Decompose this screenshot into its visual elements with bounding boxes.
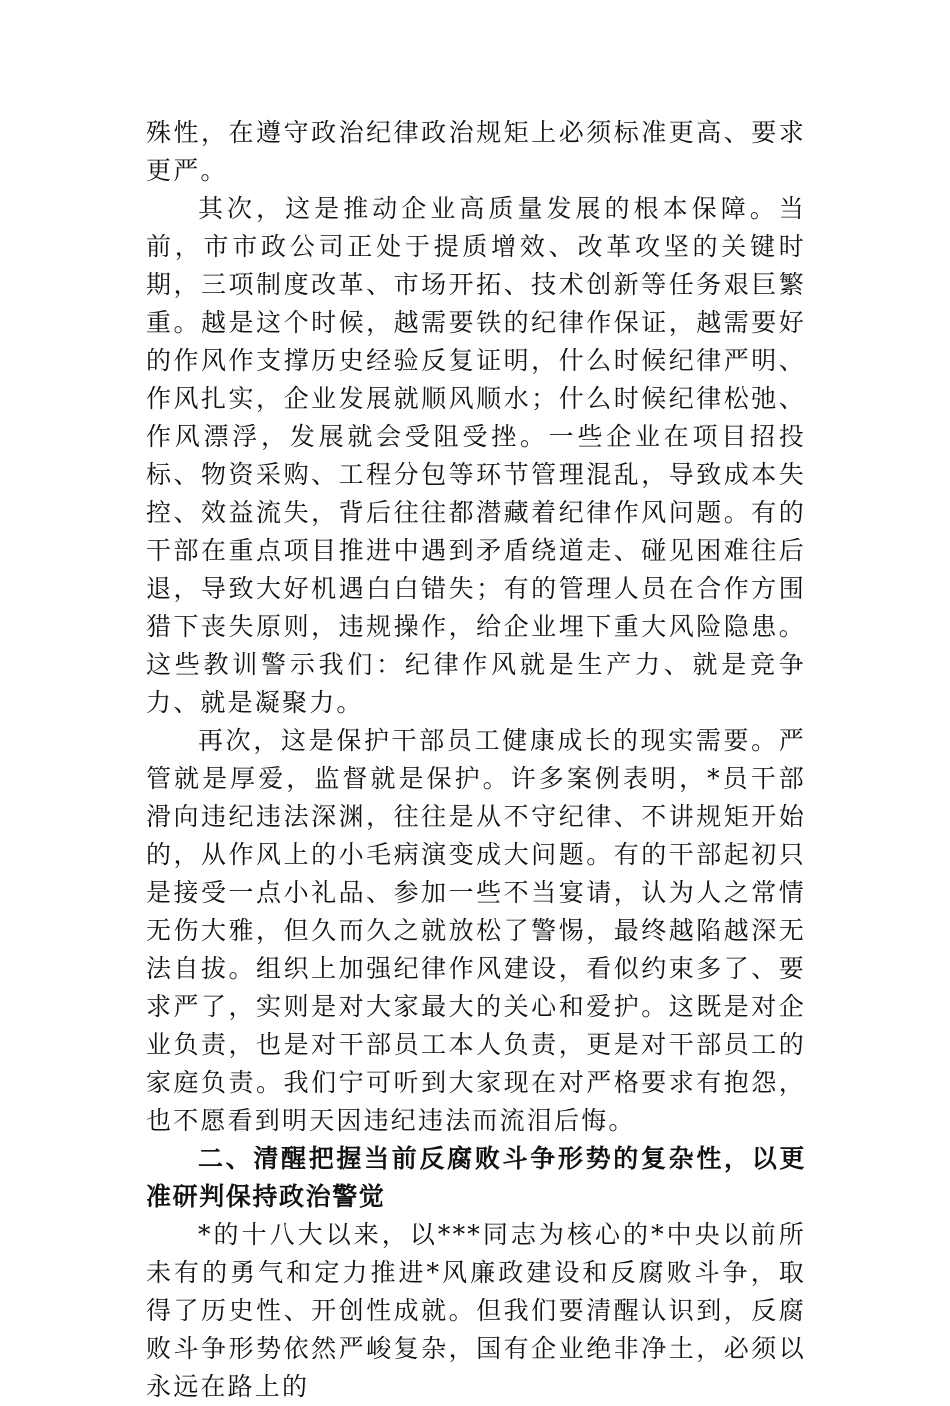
paragraph-anti-corruption-situation: *的十八大以来，以***同志为核心的*中央以前所未有的勇气和定力推进*风廉政建设和反腐败斗争，取得了历史性、开创性成就。但我们要清醒认识到，反腐败斗争形势依然严峻复杂，国有企业绝非净土，必须以永远在路上的 (146, 1220, 806, 1401)
paragraph-cadre-protection: 再次，这是保护干部员工健康成长的现实需要。严管就是厚爱，监督就是保护。许多案例表明，*员干部滑向违纪违法深渊，往往是从不守纪律、不讲规矩开始的，从作风上的小毛病演变成大问题。有的干部起初只是接受一点小礼品、参加一些不当宴请，认为人之常情无伤大雅，但久而久之就放松了警惕，最终越陷越深无法自拔。组织上加强纪律作风建设，看似约束多了、要求严了，实则是对大家最大的关心和爱护。这既是对企业负责，也是对干部员工本人负责，更是对干部员工的家庭负责。我们宁可听到大家现在对严格要求有抱怨，也不愿看到明天因违纪违法而流泪后悔。 (146, 726, 806, 1135)
document-page (146, 114, 806, 1406)
section-heading-two: 二、清醒把握当前反腐败斗争形势的复杂性，以更准研判保持政治警觉 (146, 1144, 806, 1211)
paragraph-continuation: 殊性，在遵守政治纪律政治规矩上必须标准更高、要求更严。 (146, 118, 806, 185)
paragraph-discipline-guarantee: 其次，这是推动企业高质量发展的根本保障。当前，市市政公司正处于提质增效、改革攻坚的关键时期，三项制度改革、市场开拓、技术创新等任务艰巨繁重。越是这个时候，越需要铁的纪律作保证，越需要好的作风作支撑历史经验反复证明，什么时候纪律严明、作风扎实，企业发展就顺风顺水；什么时候纪律松弛、作风漂浮，发展就会受阻受挫。一些企业在项目招投标、物资采购、工程分包等环节管理混乱，导致成本失控、效益流失，背后往往都潜藏着纪律作风问题。有的干部在重点项目推进中遇到矛盾绕道走、碰见困难往后退，导致大好机遇白白错失；有的管理人员在合作方围猎下丧失原则，违规操作，给企业埋下重大风险隐患。这些教训警示我们：纪律作风就是生产力、就是竞争力、就是凝聚力。 (146, 194, 806, 717)
